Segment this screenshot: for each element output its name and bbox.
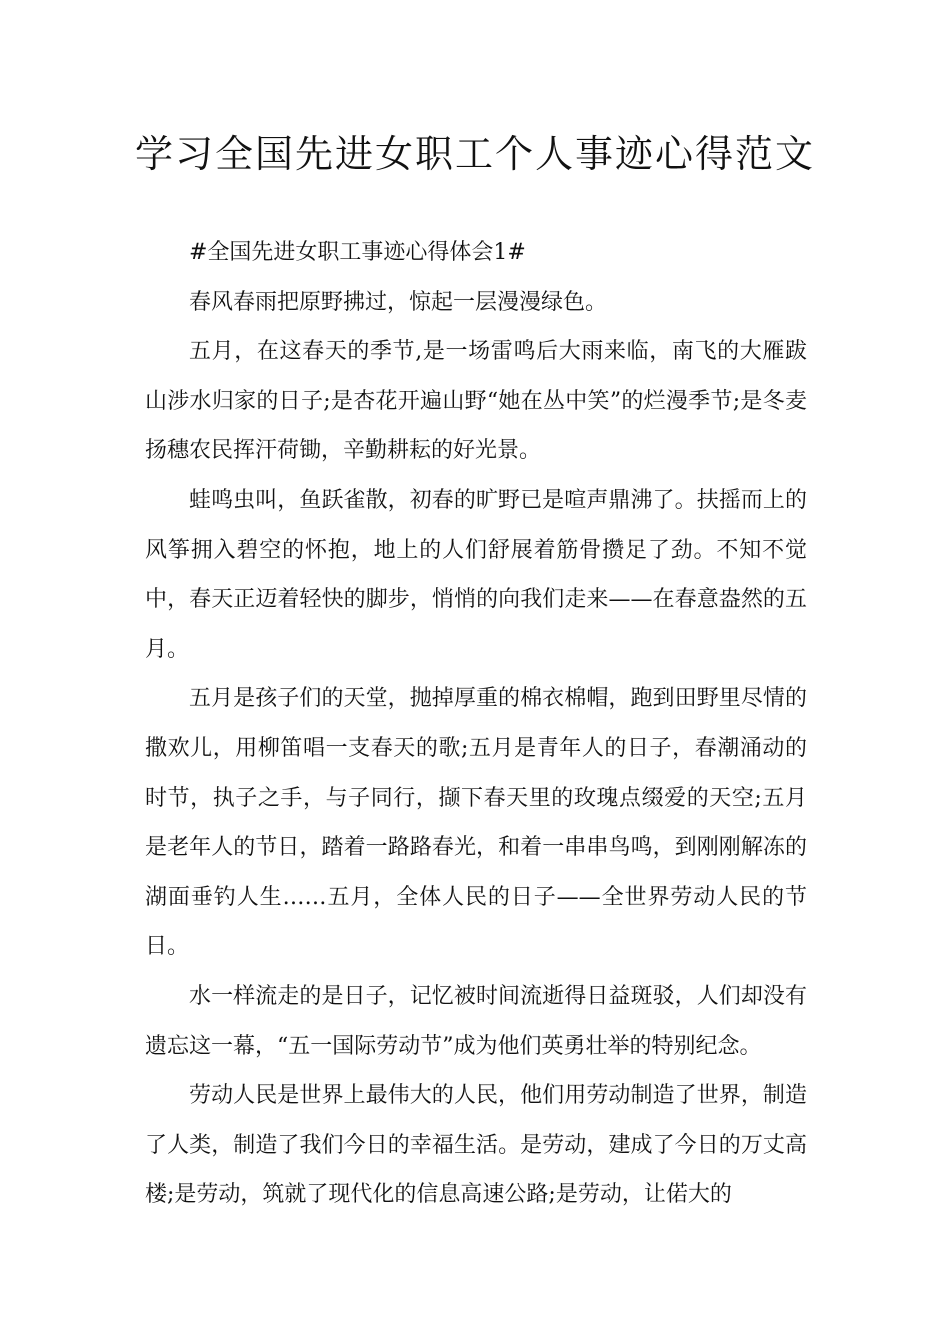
paragraph: 春风春雨把原野拂过，惊起一层漫漫绿色。 (189, 289, 608, 315)
paragraph: 蛙鸣虫叫，鱼跃雀散，初春的旷野已是喧声鼎沸了。扶摇而上的风筝拥入碧空的怀抱，地上的人们舒展着筋骨攒足了劲。不知不觉中，春天正迈着轻快的脚步，悄悄的向我们走来——在春意盎然的五月。 (145, 487, 807, 662)
paragraph: 五月，在这春天的季节,是一场雷鸣后大雨来临，南飞的大雁跋山涉水归家的日子;是杏花开遍山野“她在丛中笑”的烂漫季节;是冬麦扬穗农民挥汗荷锄，辛勤耕耘的好光景。 (145, 339, 807, 464)
paragraph: 水一样流走的是日子，记忆被时间流逝得日益斑驳，人们却没有遗忘这一幕，“五一国际劳动节”成为他们英勇壮举的特别纪念。 (145, 983, 807, 1059)
document-title: 学习全国先进女职工个人事迹心得范文 (134, 132, 815, 176)
paragraph: 劳动人民是世界上最伟大的人民，他们用劳动制造了世界，制造了人类，制造了我们今日的幸福生活。是劳动，建成了今日的万丈高楼;是劳动，筑就了现代化的信息高速公路;是劳动，让偌大的 (145, 1083, 807, 1208)
document-body (145, 228, 807, 1220)
paragraph-heading: #全国先进女职工事迹心得体会1# (189, 240, 526, 265)
paragraph: 五月是孩子们的天堂，抛掉厚重的棉衣棉帽，跑到田野里尽情的撒欢儿，用柳笛唱一支春天的歌;五月是青年人的日子，春潮涌动的时节，执子之手，与子同行，撷下春天里的玫瑰点缀爱的天空;五月是老年人的节日，踏着一路路春光，和着一串串鸟鸣，到刚刚解冻的湖面垂钓人生……五月，全体人民的日子——全世界劳动人民的节日。 (145, 686, 807, 960)
